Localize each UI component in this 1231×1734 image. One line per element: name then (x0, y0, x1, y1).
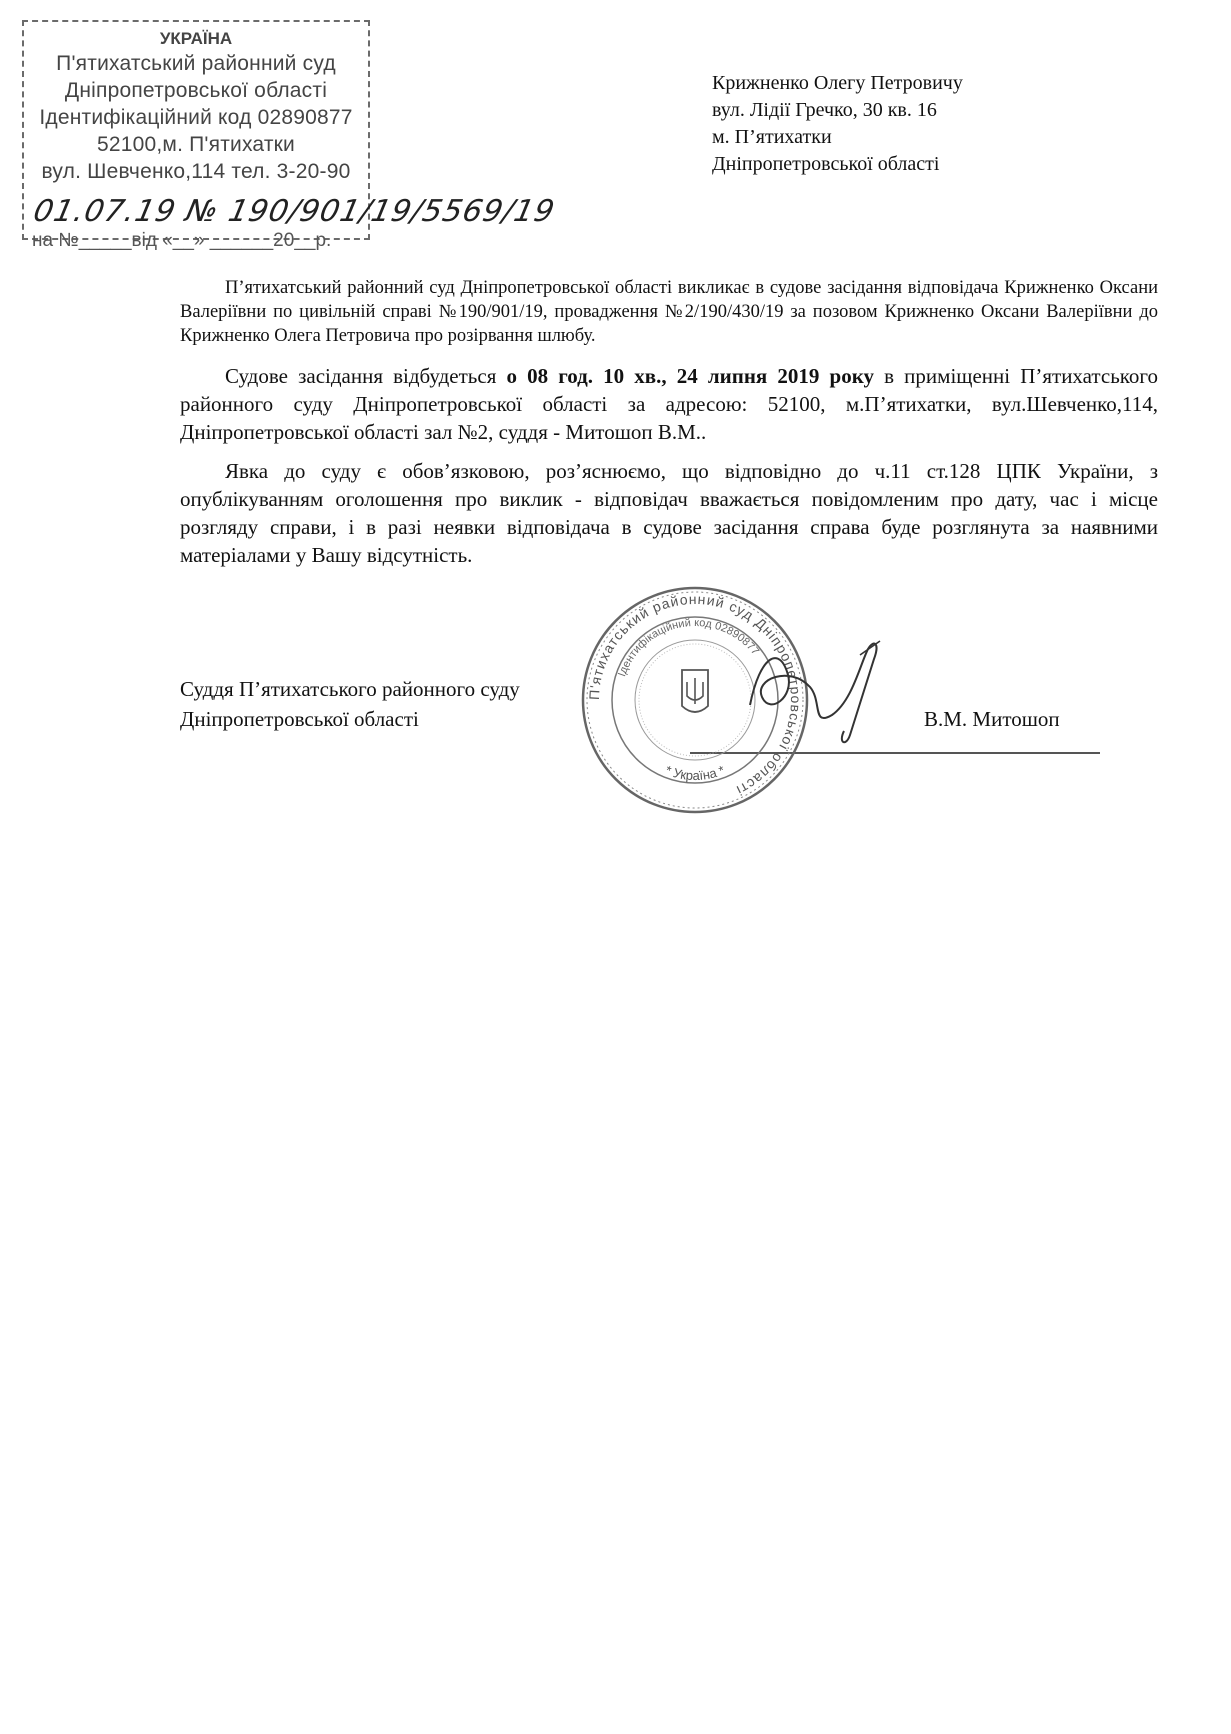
stamp-country: УКРАЇНА (159, 29, 233, 48)
addressee-block (712, 70, 963, 178)
attendance-paragraph: Явка до суду є обов’язковою, роз’яснюємо, що відповідно до ч.11 ст.128 ЦПК України, з опублікуванням оголошення про виклик - відповідач вважається повідомленим про дату, час і місце розгляду справи, і в разі неявки відповідача в судове засідання справа буде розглянута за наявними матеріалами у Вашу відсутність. (180, 459, 1158, 567)
addressee-region: Дніпропетровської області (712, 153, 940, 175)
handwritten-signature (740, 635, 910, 755)
addressee-name: Крижненко Олегу Петровичу (712, 72, 963, 94)
seal-code-text: Ідентифікаційний код 02890877 (616, 616, 762, 679)
seal-outer-text: П'ятихатський районний суд Дніпропетровської області (585, 590, 805, 800)
signatory-title-line1: Суддя П’ятихатського районного суду (180, 677, 520, 701)
stamp-reply-line: на №_____від «__» ______20__р. (32, 230, 332, 251)
hearing-datetime: о 08 год. 10 хв., 24 липня 2019 року (506, 364, 875, 388)
summons-paragraph: П’ятихатський районний суд Дніпропетровської області викликає в судове засідання відповідача Крижненко Оксани Валеріївни по цивільній справі №190/901/19, провадження №2/190/430/19 за позовом Крижненко Оксани Валеріївни до Крижненко Олега Петровича про розірвання шлюбу. (180, 278, 1158, 346)
stamp-court: П'ятихатський районний суд (56, 52, 336, 75)
registration-stamp (22, 20, 559, 251)
stamp-region: Дніпропетровської області (64, 79, 328, 102)
signatory-title (180, 674, 520, 734)
hearing-paragraph (180, 362, 1158, 446)
signatory-name: В.М. Митошоп (924, 707, 1060, 731)
stamp-postal: 52100,м. П'ятихатки (97, 133, 295, 156)
coat-of-arms-icon (682, 670, 708, 712)
addressee-city: м. П’ятихатки (712, 126, 832, 148)
hearing-text-end: в приміщенні П’ятихатського районного суду Дніпропетровської області за адресою: 52100, м.П’ятихатки, вул.Шевченко,114, Дніпропетровської області зал №2, суддя - Митошоп В.М.. (180, 364, 1158, 444)
stamp-handwritten-number: 01.07.19 № 190/901/19/5569/19 (30, 194, 559, 229)
addressee-street: вул. Лідії Гречко, 30 кв. 16 (712, 99, 937, 121)
stamp-ident-code: Ідентифікаційний код 02890877 (39, 106, 353, 129)
letter-body (180, 276, 1158, 580)
seal-bottom-text: * Україна * (663, 762, 727, 784)
signatory-title-line2: Дніпропетровської області (180, 707, 419, 731)
stamp-street: вул. Шевченко,114 тел. 3-20-90 (41, 160, 351, 183)
hearing-text-start: Судове засідання відбудеться (225, 364, 507, 388)
